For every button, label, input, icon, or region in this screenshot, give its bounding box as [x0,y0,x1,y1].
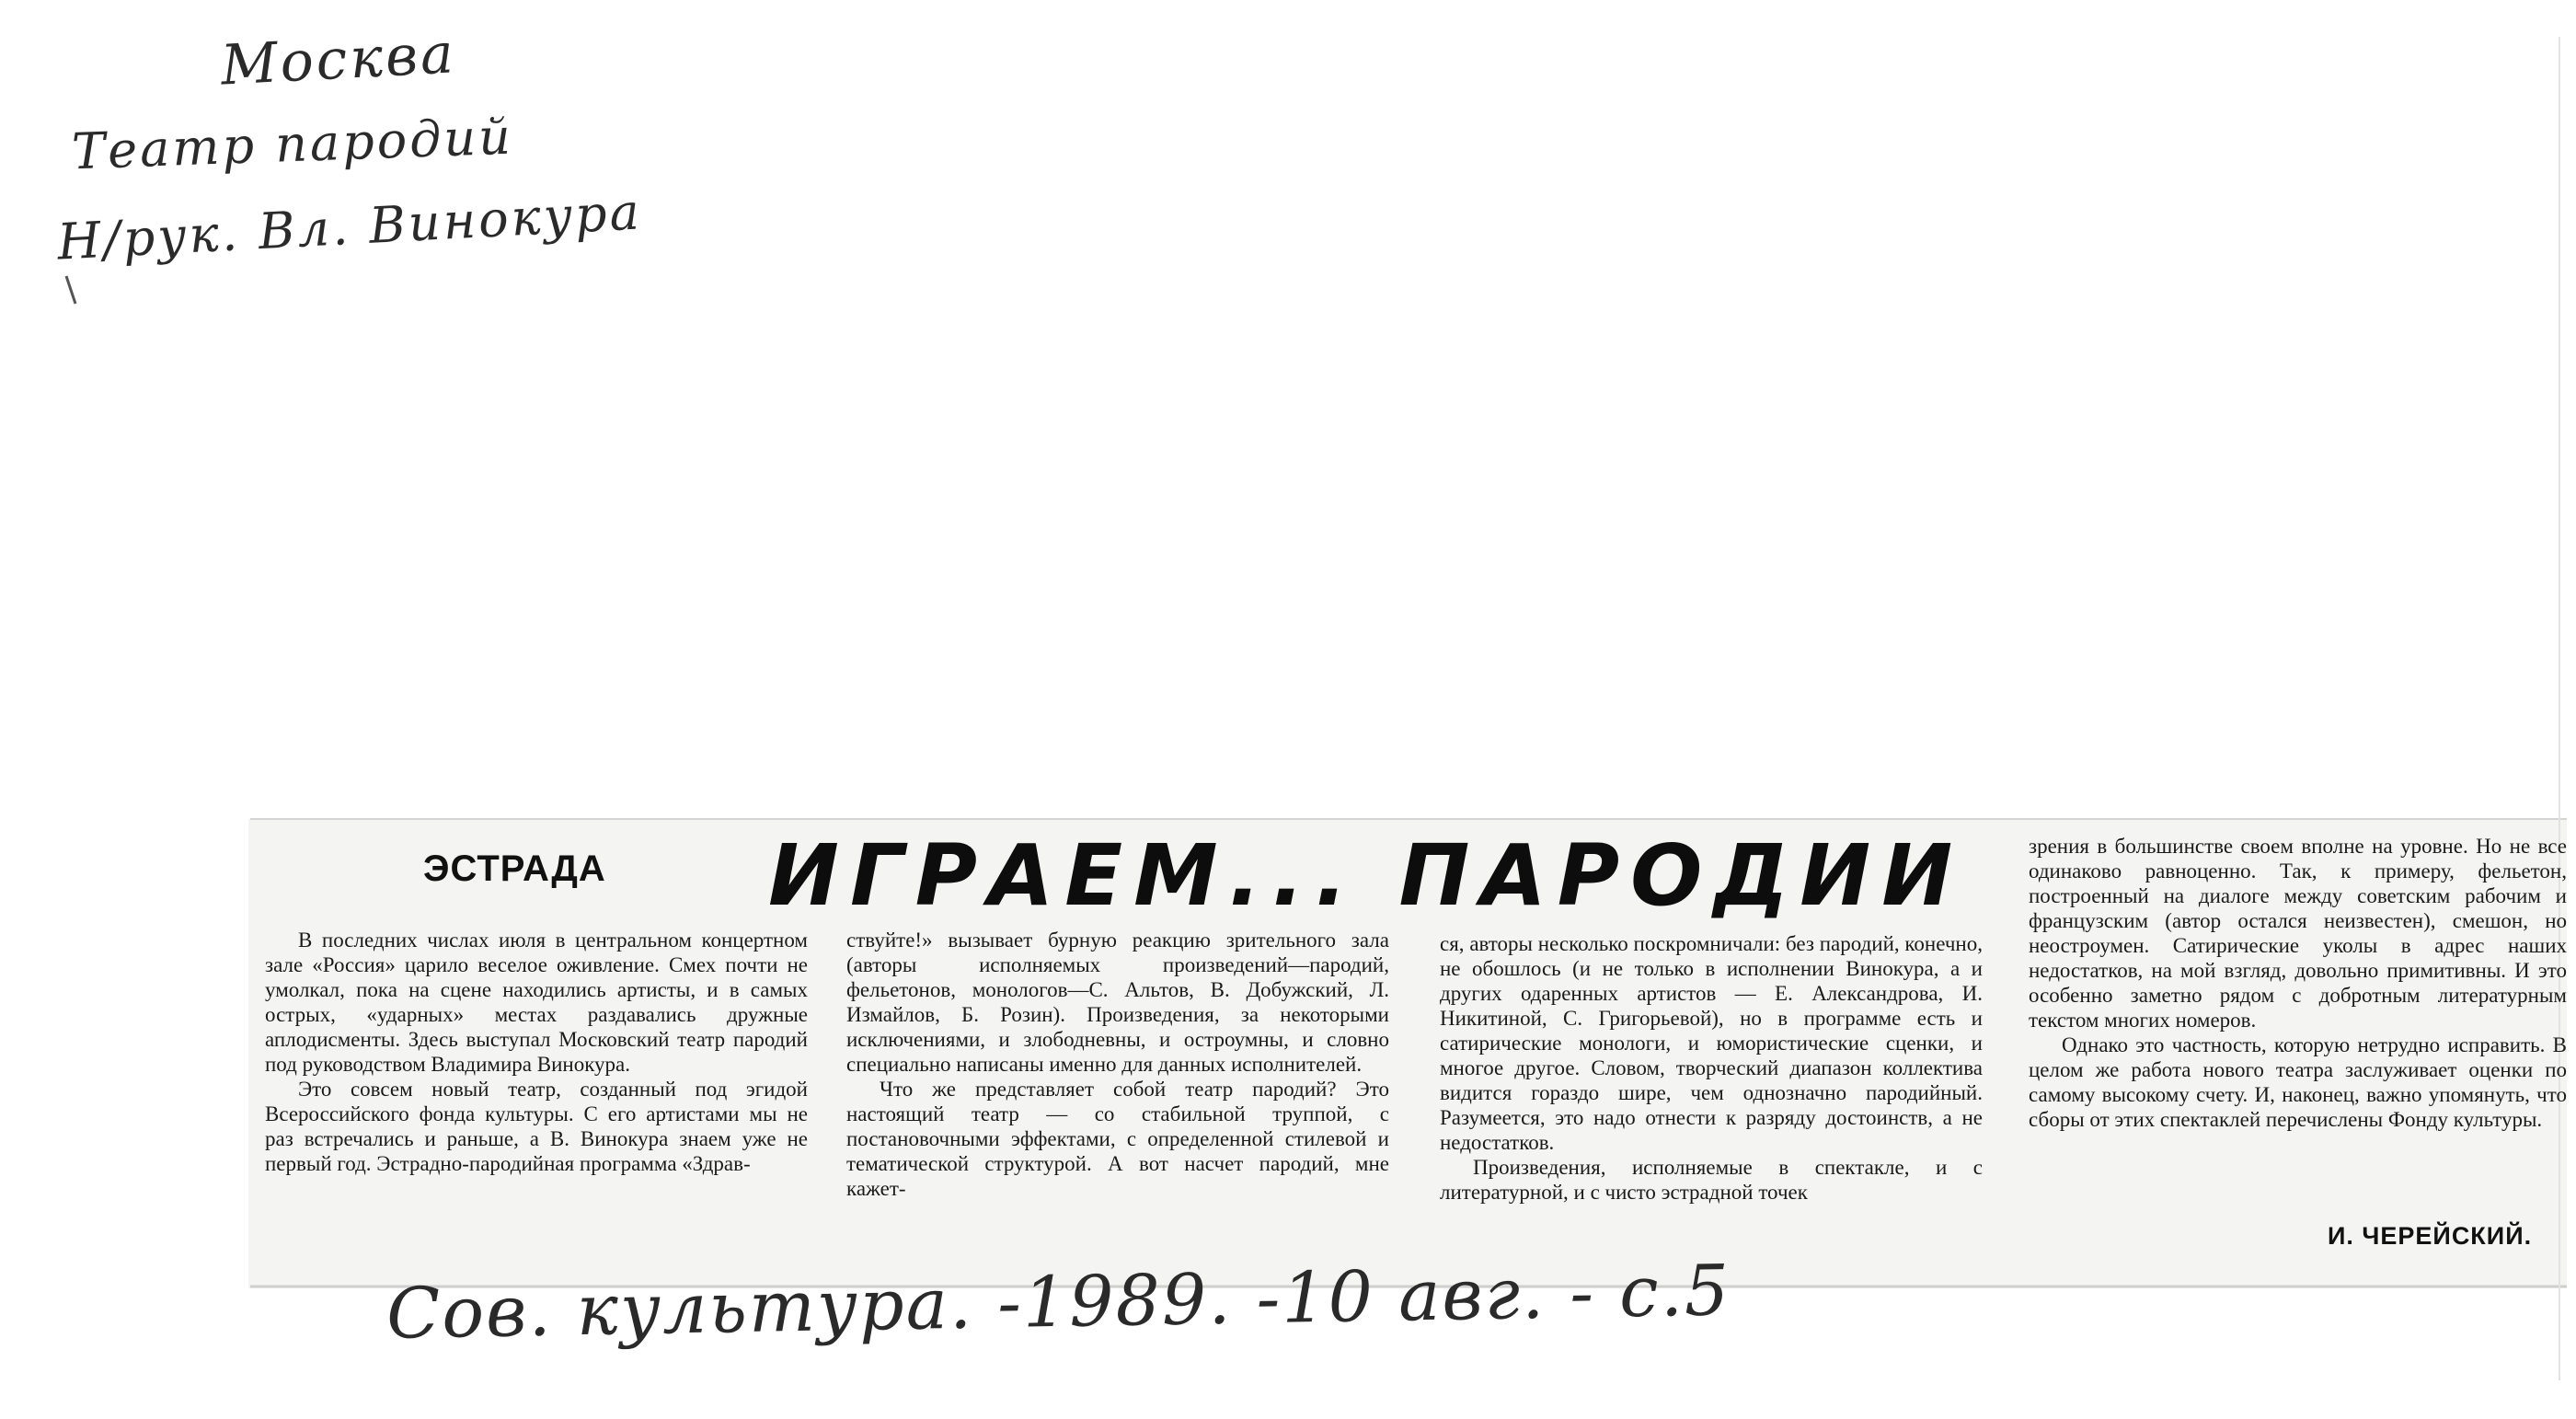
handwritten-note-director: Н/рук. Вл. Винокура [55,182,644,271]
handwritten-source-citation: Сов. культура. -1989. -10 авг. - с.5 [385,1249,1731,1355]
article-column-4 [2029,834,2567,1132]
column-4-paragraph-1: зрения в большинстве своем вполне на уровне. Но не все одинаково равноценно. Так, к примеру, фельетон, построенный на диалоге между советским рабочим и французским (автор остался неизвестен), смешон, но неостроумен. Сатирические уколы в адрес наших недостатков, на мой взгляд, довольно примитивны. И это особенно заметно рядом с добротным литературным текстом многих номеров. [2029,835,2567,1032]
column-3-paragraph-1: ся, авторы несколько поскромничали: без пародий, конечно, не обошлось (и не только в исполнении Винокура, а и других одаренных артистов — Е. Александрова, И. Никитиной, С. Григорьевой), но в программе есть и сатирические монологи, и юмористические сценки, и многое другое. Словом, творческий диапазон коллектива видится гораздо шире, чем однозначно пародийный. Разумеется, это надо отнести к разряду достоинств, а не недостатков. [1440,932,1983,1154]
column-3-paragraph-2: Произведения, исполняемые в спектакле, и с литературной, и с чисто эстрадной точек [1440,1156,1983,1204]
article-rubric: ЭСТРАДА [423,848,606,889]
column-1-paragraph-2: Это совсем новый театр, созданный под эгидой Всероссийского фонда культуры. С его артистами мы не раз встречались и раньше, а В. Винокура знаем уже не первый год. Эстрадно-пародийная программа «Здрав- [265,1078,808,1175]
handwritten-note-city: Москва [219,21,458,98]
handwritten-note-theatre: Театр пародий [71,107,514,181]
author-signature: И. ЧЕРЕЙСКИЙ. [2328,1222,2533,1250]
article-column-3 [1440,931,1983,1205]
column-1-paragraph-1: В последних числах июля в центральном концертном зале «Россия» царило веселое оживление. Смех почти не умолкал, пока на сцене находились артисты, и в самых острых, «ударных» местах раздавались дружные аплодисменты. Здесь выступал Московский театр пародий под руководством Владимира Винокура. [265,929,808,1076]
newspaper-clipping [248,819,2567,1288]
column-4-paragraph-2: Однако это частность, которую нетрудно исправить. В целом же работа нового театра заслуживает оценки по самому высокому счету. И, наконец, важно упомянуть, что сборы от этих спектаклей перечислены Фонду культуры. [2029,1033,2567,1131]
article-column-1 [265,928,808,1176]
column-2-paragraph-2: Что же представляет собой театр пародий? Это настоящий театр — со стабильной труппой, с постановочными эффектами, с определенной стилевой и тематической структурой. А вот насчет пародий, мне кажет- [846,1078,1389,1200]
article-column-2 [846,928,1389,1201]
article-headline: ИГРАЕМ... ПАРОДИИ [768,826,1964,925]
column-2-paragraph-1: ствуйте!» вызывает бурную реакцию зрительного зала (авторы исполняемых произведений—пародий, фельетонов, монологов—С. Альтов, В. Добужский, Л. Измайлов, Б. Розин). Произведения, за некоторыми исключениями, и злободневны, и остроумны, и словно специально написаны именно для данных исполнителей. [846,929,1389,1076]
